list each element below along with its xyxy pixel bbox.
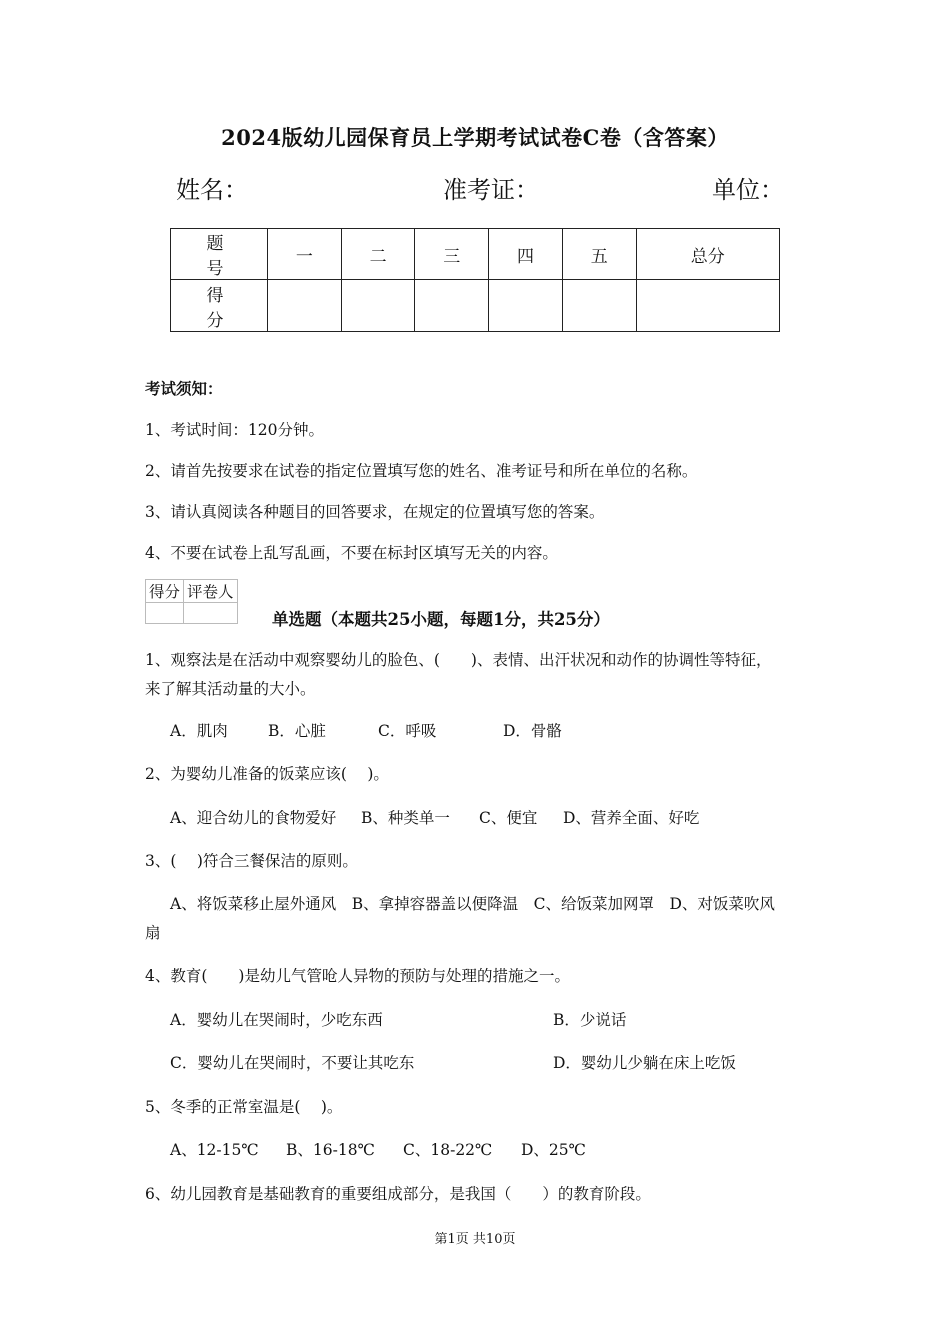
question-1-text: 1、观察法是在活动中观察婴幼儿的脸色、( )、表情、出汗状况和动作的协调性等特征，	[145, 651, 772, 669]
score-table-col-5: 五	[562, 229, 636, 280]
question-1-option-c[interactable]: C．呼吸	[378, 722, 437, 740]
question-2-option-c[interactable]: C、便宜	[479, 809, 538, 827]
question-2-option-d[interactable]: D、营养全面、好吃	[563, 809, 700, 827]
score-table-row-label: 得 分	[171, 280, 268, 332]
section-title: 单选题（本题共25小题，每题1分，共25分）	[272, 610, 610, 629]
grader-reviewer-label: 评卷人	[184, 580, 238, 603]
score-cell-1[interactable]	[268, 280, 342, 332]
question-2-option-b[interactable]: B、种类单一	[361, 809, 450, 827]
question-4-option-d[interactable]: D．婴幼儿少躺在床上吃饭	[553, 1054, 736, 1072]
grader-score-cell[interactable]	[146, 603, 184, 624]
score-cell-3[interactable]	[415, 280, 489, 332]
score-table-header-row	[171, 229, 780, 280]
score-table-score-row	[171, 280, 780, 332]
notice-heading: 考试须知：	[145, 379, 223, 398]
question-1-text-cont: 来了解其活动量的大小。	[145, 680, 316, 698]
question-1-option-b[interactable]: B．心脏	[268, 722, 326, 740]
question-5-option-c[interactable]: C、18-22℃	[403, 1141, 493, 1159]
name-field-label: 姓名：	[176, 176, 248, 204]
score-table-col-2: 二	[341, 229, 415, 280]
question-3-options[interactable]: A、将饭菜移止屋外通风 B、拿掉容器盖以便降温 C、给饭菜加网罩 D、对饭菜吹风	[170, 895, 775, 913]
score-table-col-3: 三	[415, 229, 489, 280]
score-cell-total[interactable]	[636, 280, 779, 332]
page-title: 2024版幼儿园保育员上学期考试试卷C卷（含答案）	[221, 125, 729, 150]
question-1-option-d[interactable]: D．骨骼	[503, 722, 562, 740]
score-table-col-total: 总分	[636, 229, 779, 280]
question-2-option-a[interactable]: A、迎合幼儿的食物爱好	[170, 809, 337, 827]
score-cell-5[interactable]	[562, 280, 636, 332]
question-4-option-b[interactable]: B．少说话	[553, 1011, 627, 1029]
score-table-col-1: 一	[268, 229, 342, 280]
notice-item-4: 4、不要在试卷上乱写乱画，不要在标封区填写无关的内容。	[145, 544, 558, 562]
exam-number-field-label: 准考证：	[443, 176, 539, 204]
grader-score-label: 得分	[146, 580, 184, 603]
score-table-header-label: 题 号	[171, 229, 268, 280]
question-3-text: 3、( )符合三餐保洁的原则。	[145, 852, 358, 870]
question-5-option-a[interactable]: A、12-15℃	[170, 1141, 259, 1159]
question-1-option-a[interactable]: A．肌肉	[170, 722, 228, 740]
question-3-options-cont: 扇	[145, 924, 161, 942]
question-5-text: 5、冬季的正常室温是( )。	[145, 1098, 343, 1116]
score-table-col-4: 四	[489, 229, 563, 280]
grader-box	[145, 579, 238, 624]
page-footer: 第1页 共10页	[434, 1232, 516, 1247]
notice-item-3: 3、请认真阅读各种题目的回答要求，在规定的位置填写您的答案。	[145, 503, 605, 521]
question-5-option-b[interactable]: B、16-18℃	[286, 1141, 375, 1159]
question-2-text: 2、为婴幼儿准备的饭菜应该( )。	[145, 765, 389, 783]
question-4-option-c[interactable]: C．婴幼儿在哭闹时，不要让其吃东	[170, 1054, 415, 1072]
score-cell-4[interactable]	[489, 280, 563, 332]
notice-item-1: 1、考试时间：120分钟。	[145, 421, 324, 439]
question-5-option-d[interactable]: D、25℃	[521, 1141, 586, 1159]
question-4-option-a[interactable]: A．婴幼儿在哭闹时，少吃东西	[170, 1011, 383, 1029]
score-cell-2[interactable]	[341, 280, 415, 332]
question-6-text: 6、幼儿园教育是基础教育的重要组成部分，是我国（ ）的教育阶段。	[145, 1185, 651, 1203]
score-table	[170, 228, 780, 332]
question-4-text: 4、教育( )是幼儿气管呛人异物的预防与处理的措施之一。	[145, 967, 570, 985]
notice-item-2: 2、请首先按要求在试卷的指定位置填写您的姓名、准考证号和所在单位的名称。	[145, 462, 698, 480]
unit-field-label: 单位：	[712, 176, 784, 204]
grader-reviewer-cell[interactable]	[184, 603, 238, 624]
